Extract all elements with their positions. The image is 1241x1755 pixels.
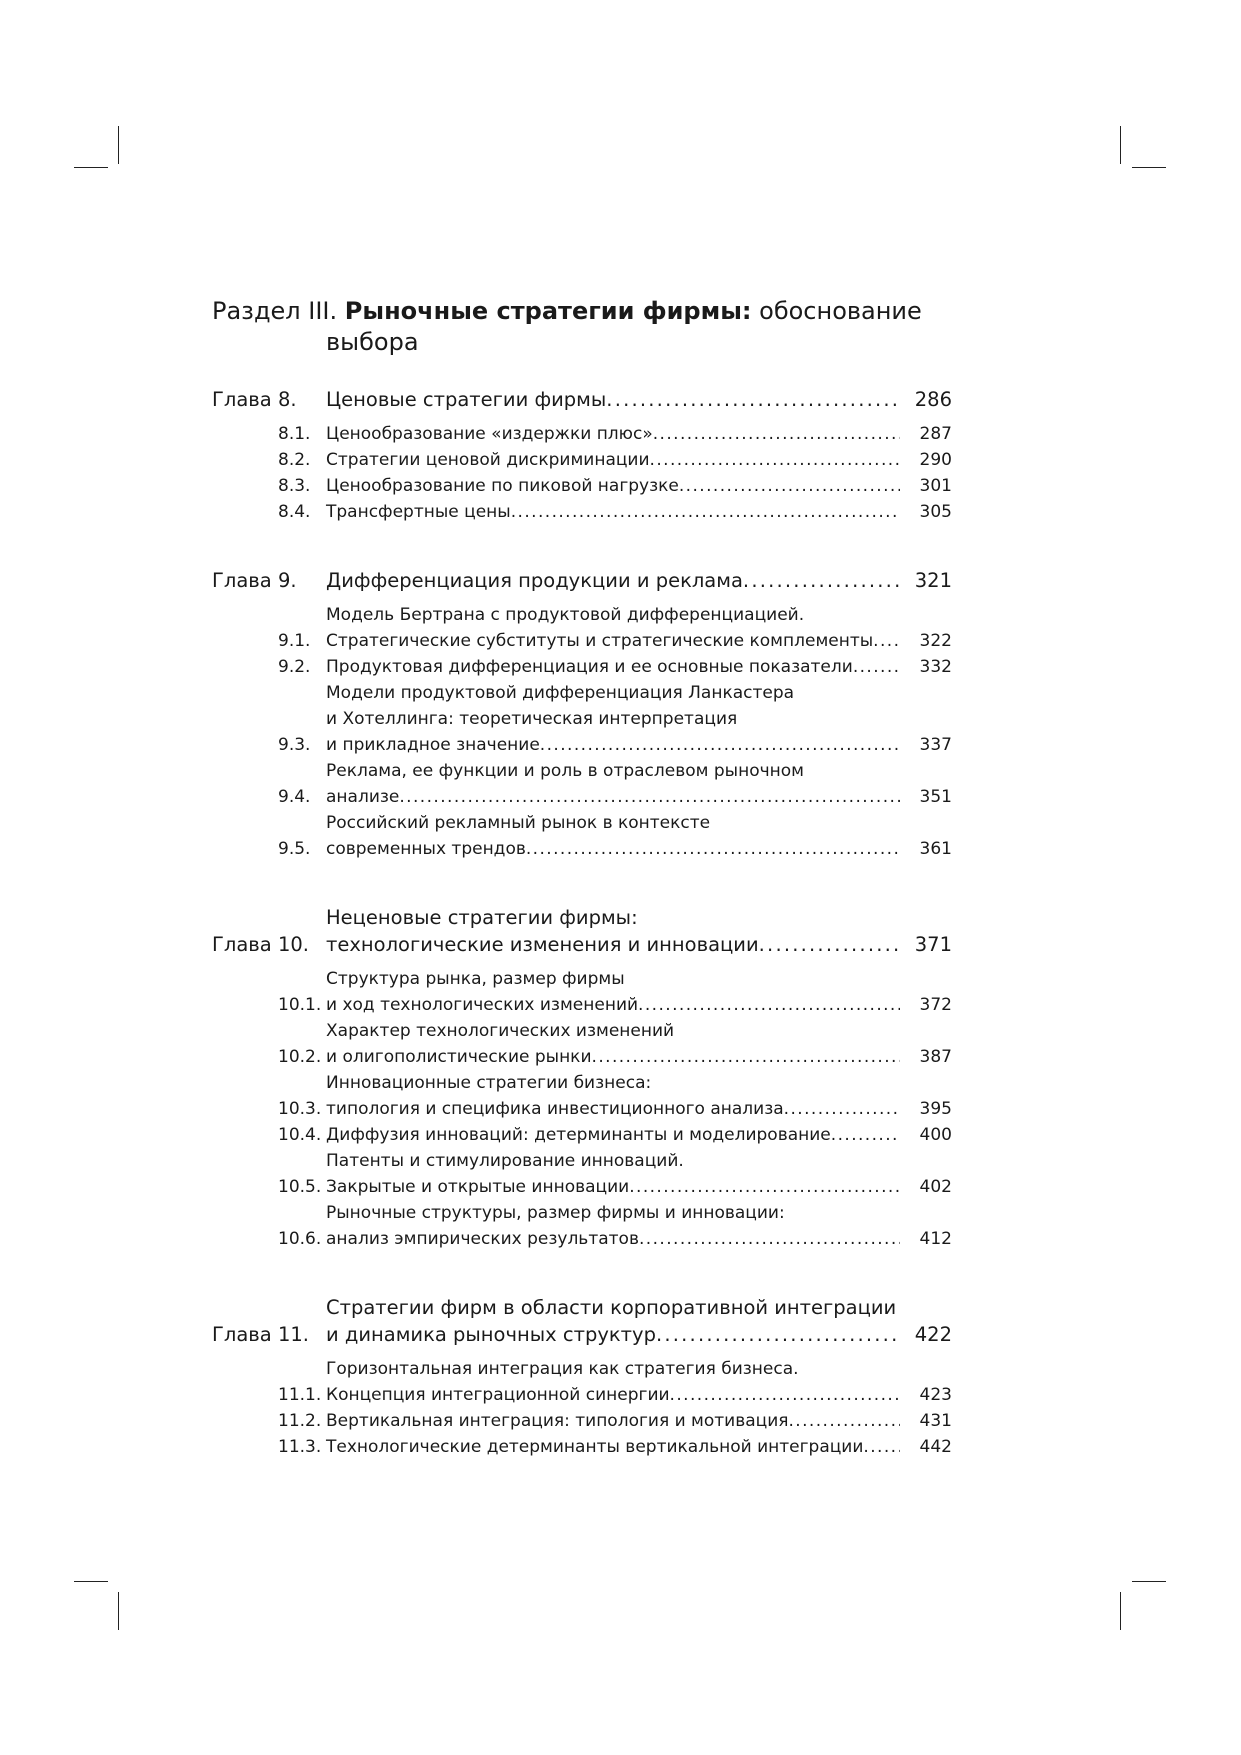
- entry-title-text: типология и специфика инвестиционного анализа: [326, 1099, 784, 1119]
- entry-title-line: Российский рекламный рынок в контексте: [326, 813, 711, 833]
- subsection-entry[interactable]: [212, 966, 952, 1018]
- entry-title: [326, 567, 900, 594]
- entry-title-last-line: [326, 1096, 900, 1122]
- section-title: [212, 296, 952, 358]
- entry-title-text: Ценовые стратегии фирмы: [326, 388, 607, 411]
- crop-mark: [74, 1581, 108, 1582]
- entry-title-text: и ход технологических изменений: [326, 995, 639, 1015]
- entry-title-line: Модели продуктовой дифференциация Ланкастера: [326, 683, 795, 703]
- page-number: 351: [919, 787, 952, 807]
- subsection-entry[interactable]: [212, 499, 952, 525]
- entry-title-last-line: [326, 732, 900, 758]
- dot-leader: [863, 1434, 900, 1460]
- entry-title: [326, 966, 900, 1018]
- dot-leader: [629, 1174, 900, 1200]
- section-title-bold: Рыночные стратегии фирмы:: [344, 297, 752, 325]
- page-number: 372: [919, 995, 952, 1015]
- entry-title-last-line: [326, 784, 900, 810]
- dot-leader: [784, 1096, 900, 1122]
- page-number: 301: [919, 476, 952, 496]
- entry-title: [326, 1122, 900, 1148]
- subsection-entry[interactable]: [212, 421, 952, 447]
- subsection-number: 11.3.: [278, 1437, 322, 1457]
- page-number: 422: [914, 1323, 952, 1346]
- subsection-entry[interactable]: [212, 810, 952, 862]
- page-number: 286: [914, 388, 952, 411]
- dot-leader: [831, 1122, 900, 1148]
- subsection-entry[interactable]: [212, 1200, 952, 1252]
- page-number: 400: [919, 1125, 952, 1145]
- subsection-number: 10.1.: [278, 995, 322, 1015]
- entry-title: [326, 602, 900, 654]
- entry-title: [326, 421, 900, 447]
- entry-title-text: анализ эмпирических результатов: [326, 1229, 639, 1249]
- dot-leader: [650, 447, 900, 473]
- entry-title: [326, 654, 900, 680]
- subsection-number: 11.1.: [278, 1385, 322, 1405]
- subsection-entry[interactable]: [212, 654, 952, 680]
- entry-title: [326, 758, 900, 810]
- chapter-entry[interactable]: [212, 567, 952, 594]
- entry-title-last-line: [326, 1044, 900, 1070]
- dot-leader: [743, 567, 900, 594]
- entry-title-line: Реклама, ее функции и роль в отраслевом рыночном: [326, 761, 804, 781]
- chapter-label: Глава 11.: [212, 1323, 309, 1346]
- dot-leader: [540, 732, 900, 758]
- entry-title-last-line: [326, 567, 900, 594]
- subsection-number: 10.6.: [278, 1229, 322, 1249]
- chapter-label: Глава 10.: [212, 933, 309, 956]
- chapter-entry[interactable]: [212, 386, 952, 413]
- entry-title: [326, 386, 900, 413]
- entry-title-text: Вертикальная интеграция: типология и мотивация: [326, 1411, 789, 1431]
- page-number: 371: [914, 933, 952, 956]
- entry-title-last-line: [326, 1174, 900, 1200]
- subsection-number: 9.2.: [278, 657, 311, 677]
- entry-title: [326, 499, 900, 525]
- table-of-contents: [212, 296, 952, 1460]
- dot-leader: [638, 992, 900, 1018]
- entry-title: [326, 1018, 900, 1070]
- entry-title-last-line: [326, 1226, 900, 1252]
- section-title-rest: обоснование: [759, 297, 922, 325]
- dot-leader: [679, 473, 900, 499]
- entry-title-last-line: [326, 654, 900, 680]
- crop-mark: [1132, 1581, 1166, 1582]
- subsection-entry[interactable]: [212, 1070, 952, 1122]
- subsection-number: 10.4.: [278, 1125, 322, 1145]
- toc-list: [212, 386, 952, 1460]
- entry-title-text: анализе: [326, 787, 400, 807]
- entry-title-text: Трансфертные цены: [326, 502, 511, 522]
- entry-title: [326, 1434, 900, 1460]
- entry-title-line: Характер технологических изменений: [326, 1021, 675, 1041]
- page-number: 305: [919, 502, 952, 522]
- dot-leader: [853, 654, 900, 680]
- entry-title-line: Горизонтальная интеграция как стратегия бизнеса.: [326, 1359, 799, 1379]
- subsection-list: [212, 602, 952, 862]
- dot-leader: [639, 1226, 900, 1252]
- section-prefix: Раздел III.: [212, 297, 338, 325]
- entry-title: [326, 1070, 900, 1122]
- entry-title-line: Стратегии фирм в области корпоративной интеграции: [326, 1296, 897, 1319]
- subsection-number: 8.4.: [278, 502, 311, 522]
- crop-mark: [74, 167, 108, 168]
- entry-title-line: и Хотеллинга: теоретическая интерпретация: [326, 709, 738, 729]
- dot-leader: [759, 931, 900, 958]
- entry-title-last-line: [326, 421, 900, 447]
- entry-title-text: Стратегические субституты и стратегические комплементы: [326, 631, 874, 651]
- section-title-line2: выбора: [326, 328, 419, 356]
- page-number: 387: [919, 1047, 952, 1067]
- crop-mark: [118, 126, 119, 164]
- chapter-label: Глава 8.: [212, 388, 297, 411]
- subsection-list: [212, 966, 952, 1252]
- entry-title-line: Патенты и стимулирование инноваций.: [326, 1151, 684, 1171]
- dot-leader: [511, 499, 900, 525]
- entry-title-last-line: [326, 499, 900, 525]
- entry-title-line: Модель Бертрана с продуктовой дифференциацией.: [326, 605, 805, 625]
- subsection-entry[interactable]: [212, 680, 952, 758]
- entry-title: [326, 1408, 900, 1434]
- subsection-number: 8.1.: [278, 424, 311, 444]
- entry-title-last-line: [326, 836, 900, 862]
- entry-title-text: Диффузия инноваций: детерминанты и моделирование: [326, 1125, 831, 1145]
- page-number: 395: [919, 1099, 952, 1119]
- crop-mark: [118, 1592, 119, 1630]
- entry-title-text: Закрытые и открытые инновации: [326, 1177, 630, 1197]
- dot-leader: [399, 784, 900, 810]
- subsection-number: 9.4.: [278, 787, 311, 807]
- entry-title-last-line: [326, 1122, 900, 1148]
- subsection-number: 10.5.: [278, 1177, 322, 1197]
- entry-title-text: Продуктовая дифференциация и ее основные показатели: [326, 657, 853, 677]
- subsection-number: 8.2.: [278, 450, 311, 470]
- page-number: 322: [919, 631, 952, 651]
- dot-leader: [670, 1382, 900, 1408]
- subsection-number: 10.2.: [278, 1047, 322, 1067]
- dot-leader: [526, 836, 900, 862]
- page-number: 412: [919, 1229, 952, 1249]
- subsection-number: 8.3.: [278, 476, 311, 496]
- page-number: 431: [919, 1411, 952, 1431]
- chapter-label: Глава 9.: [212, 569, 297, 592]
- entry-title-last-line: [326, 628, 900, 654]
- dot-leader: [653, 421, 900, 447]
- crop-mark: [1120, 126, 1121, 164]
- subsection-entry[interactable]: [212, 758, 952, 810]
- subsection-list: [212, 421, 952, 525]
- subsection-number: 11.2.: [278, 1411, 322, 1431]
- entry-title-line: Структура рынка, размер фирмы: [326, 969, 625, 989]
- chapter-entry[interactable]: [212, 1294, 952, 1348]
- page-number: 337: [919, 735, 952, 755]
- page-number: 442: [919, 1437, 952, 1457]
- page-number: 290: [919, 450, 952, 470]
- page-number: 423: [919, 1385, 952, 1405]
- entry-title-text: Ценообразование по пиковой нагрузке: [326, 476, 679, 496]
- page-number: 402: [919, 1177, 952, 1197]
- subsection-entry[interactable]: [212, 602, 952, 654]
- entry-title-last-line: [326, 1382, 900, 1408]
- subsection-entry[interactable]: [212, 1356, 952, 1408]
- entry-title: [326, 904, 900, 958]
- entry-title-text: и олигополистические рынки: [326, 1047, 592, 1067]
- page-number: 321: [914, 569, 952, 592]
- entry-title-last-line: [326, 931, 900, 958]
- entry-title-last-line: [326, 447, 900, 473]
- subsection-entry[interactable]: [212, 1148, 952, 1200]
- dot-leader: [789, 1408, 901, 1434]
- entry-title-text: Технологические детерминанты вертикальной интеграции: [326, 1437, 864, 1457]
- subsection-entry[interactable]: [212, 473, 952, 499]
- entry-title: [326, 473, 900, 499]
- page-number: 361: [919, 839, 952, 859]
- entry-title-line: Неценовые стратегии фирмы:: [326, 906, 638, 929]
- entry-title-text: технологические изменения и инновации: [326, 933, 759, 956]
- entry-title: [326, 680, 900, 758]
- entry-title-text: Стратегии ценовой дискриминации: [326, 450, 650, 470]
- page-number: 332: [919, 657, 952, 677]
- dot-leader: [606, 386, 900, 413]
- entry-title-text: Концепция интеграционной синергии: [326, 1385, 670, 1405]
- subsection-entry[interactable]: [212, 1018, 952, 1070]
- subsection-entry[interactable]: [212, 1408, 952, 1434]
- crop-mark: [1120, 1592, 1121, 1630]
- entry-title: [326, 810, 900, 862]
- subsection-number: 9.5.: [278, 839, 311, 859]
- entry-title: [326, 1148, 900, 1200]
- entry-title-line: Инновационные стратегии бизнеса:: [326, 1073, 652, 1093]
- entry-title-line: Рыночные структуры, размер фирмы и инновации:: [326, 1203, 785, 1223]
- subsection-list: [212, 1356, 952, 1460]
- crop-mark: [1132, 167, 1166, 168]
- entry-title-last-line: [326, 473, 900, 499]
- entry-title: [326, 1200, 900, 1252]
- subsection-entry[interactable]: [212, 447, 952, 473]
- subsection-entry[interactable]: [212, 1434, 952, 1460]
- entry-title-last-line: [326, 386, 900, 413]
- dot-leader: [873, 628, 900, 654]
- entry-title: [326, 1356, 900, 1408]
- dot-leader: [656, 1321, 900, 1348]
- chapter-entry[interactable]: [212, 904, 952, 958]
- subsection-number: 9.1.: [278, 631, 311, 651]
- entry-title-text: и динамика рыночных структур: [326, 1323, 656, 1346]
- subsection-entry[interactable]: [212, 1122, 952, 1148]
- page-number: 287: [919, 424, 952, 444]
- entry-title: [326, 447, 900, 473]
- subsection-number: 9.3.: [278, 735, 311, 755]
- entry-title: [326, 1294, 900, 1348]
- entry-title-last-line: [326, 1321, 900, 1348]
- entry-title-last-line: [326, 992, 900, 1018]
- subsection-number: 10.3.: [278, 1099, 322, 1119]
- entry-title-text: современных трендов: [326, 839, 526, 859]
- entry-title-text: Ценообразование «издержки плюс»: [326, 424, 653, 444]
- dot-leader: [592, 1044, 900, 1070]
- entry-title-last-line: [326, 1408, 900, 1434]
- entry-title-text: Дифференциация продукции и реклама: [326, 569, 743, 592]
- entry-title-last-line: [326, 1434, 900, 1460]
- entry-title-text: и прикладное значение: [326, 735, 540, 755]
